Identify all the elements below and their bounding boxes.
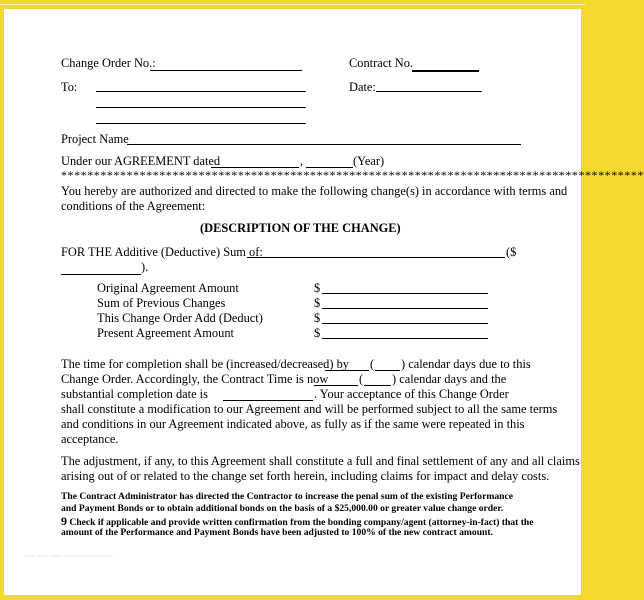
- to-label: To:: [61, 80, 78, 94]
- original-amount-blank[interactable]: [322, 293, 488, 294]
- completion-line-2a: Change Order. Accordingly, the Contract Time is now: [61, 372, 329, 386]
- description-heading: (DESCRIPTION OF THE CHANGE): [200, 221, 401, 235]
- intro-line-2: conditions of the Agreement:: [61, 199, 206, 213]
- completion-line-5: and conditions in our Agreement indicated above, as fully as if the same were repeated in this: [61, 417, 525, 431]
- original-amount-label: Original Agreement Amount: [97, 281, 239, 295]
- original-amount-currency: $: [314, 281, 321, 295]
- contract-time-number-blank[interactable]: [364, 385, 391, 386]
- completion-line-1c: ) calendar days due to this: [401, 357, 531, 371]
- to-blank-1[interactable]: [96, 91, 306, 92]
- watermark-text: ———————: [24, 550, 115, 562]
- admin-note-line-1: The Contract Administrator has directed the Contractor to increase the penal sum of the existing Performance: [61, 491, 513, 502]
- completion-paren-open-2: (: [359, 372, 364, 386]
- completion-line-1a: The time for completion shall be (increased/decreased) by: [61, 357, 349, 371]
- to-blank-2[interactable]: [96, 107, 306, 108]
- project-label: Project Name: [61, 132, 129, 146]
- previous-changes-blank[interactable]: [322, 308, 488, 309]
- completion-days-number-blank[interactable]: [375, 370, 400, 371]
- completion-date-blank[interactable]: [223, 400, 313, 401]
- document-page: [4, 9, 644, 595]
- project-blank[interactable]: [127, 144, 521, 145]
- contract-blank[interactable]: [412, 70, 479, 72]
- this-change-blank[interactable]: [322, 323, 488, 324]
- present-amount-currency: $: [314, 326, 321, 340]
- separator-stars: *****************************************************************************************: [61, 168, 644, 182]
- intro-line-1: You hereby are authorized and directed to make the following change(s) in accordance with terms and: [61, 184, 568, 198]
- completion-line-3b: . Your acceptance of this Change Order: [314, 387, 509, 401]
- date-blank[interactable]: [376, 91, 482, 92]
- date-label: Date:: [349, 80, 376, 94]
- contract-label: Contract No.: [349, 56, 414, 70]
- completion-line-2c: ) calendar days and the: [392, 372, 507, 386]
- admin-note-line-4: amount of the Performance and Payment Bonds have been adjusted to 100% of the new contract amount.: [61, 527, 493, 538]
- sum-dollar-open: ($: [506, 245, 517, 259]
- sum-close: ).: [141, 260, 149, 274]
- previous-changes-label: Sum of Previous Changes: [97, 296, 226, 310]
- change-order-blank[interactable]: [150, 70, 302, 71]
- adjustment-line-1: The adjustment, if any, to this Agreement shall constitute a full and final settlement of any and all claims: [61, 454, 580, 468]
- completion-line-6: acceptance.: [61, 432, 119, 446]
- change-order-label: Change Order No.:: [61, 56, 156, 70]
- year-label: (Year): [353, 154, 385, 168]
- comma: ,: [300, 154, 304, 168]
- this-change-label: This Change Order Add (Deduct): [97, 311, 263, 325]
- this-change-currency: $: [314, 311, 321, 325]
- previous-changes-currency: $: [314, 296, 321, 310]
- sum-amount-blank[interactable]: [61, 274, 141, 275]
- admin-note-line-2: and Payment Bonds or to obtain additional bonds on the basis of a $25,000.00 or greater value change order.: [61, 503, 504, 514]
- sum-label: FOR THE Additive (Deductive) Sum of:: [61, 245, 263, 259]
- present-amount-label: Present Agreement Amount: [97, 326, 234, 340]
- adjustment-line-2: arising out of or related to the change set forth herein, including claims for impact and delay costs.: [61, 469, 550, 483]
- to-blank-3[interactable]: [96, 123, 306, 124]
- sum-words-blank[interactable]: [247, 257, 505, 258]
- check-text: Check if applicable and provide written confirmation from the bonding company/agent (attorney-in-fact) that the: [67, 517, 534, 528]
- agreement-label: Under our AGREEMENT dated: [61, 154, 221, 168]
- completion-days-words-blank[interactable]: [325, 370, 369, 371]
- frame-highlight: [0, 4, 585, 5]
- completion-line-3a: substantial completion date is: [61, 387, 208, 401]
- completion-line-4: shall constitute a modification to our Agreement and will be performed subject to all the same terms: [61, 402, 558, 416]
- contract-time-words-blank[interactable]: [314, 385, 358, 386]
- completion-paren-open-1: (: [370, 357, 375, 371]
- checkbox-icon[interactable]: 9: [61, 514, 67, 528]
- present-amount-blank[interactable]: [322, 338, 488, 339]
